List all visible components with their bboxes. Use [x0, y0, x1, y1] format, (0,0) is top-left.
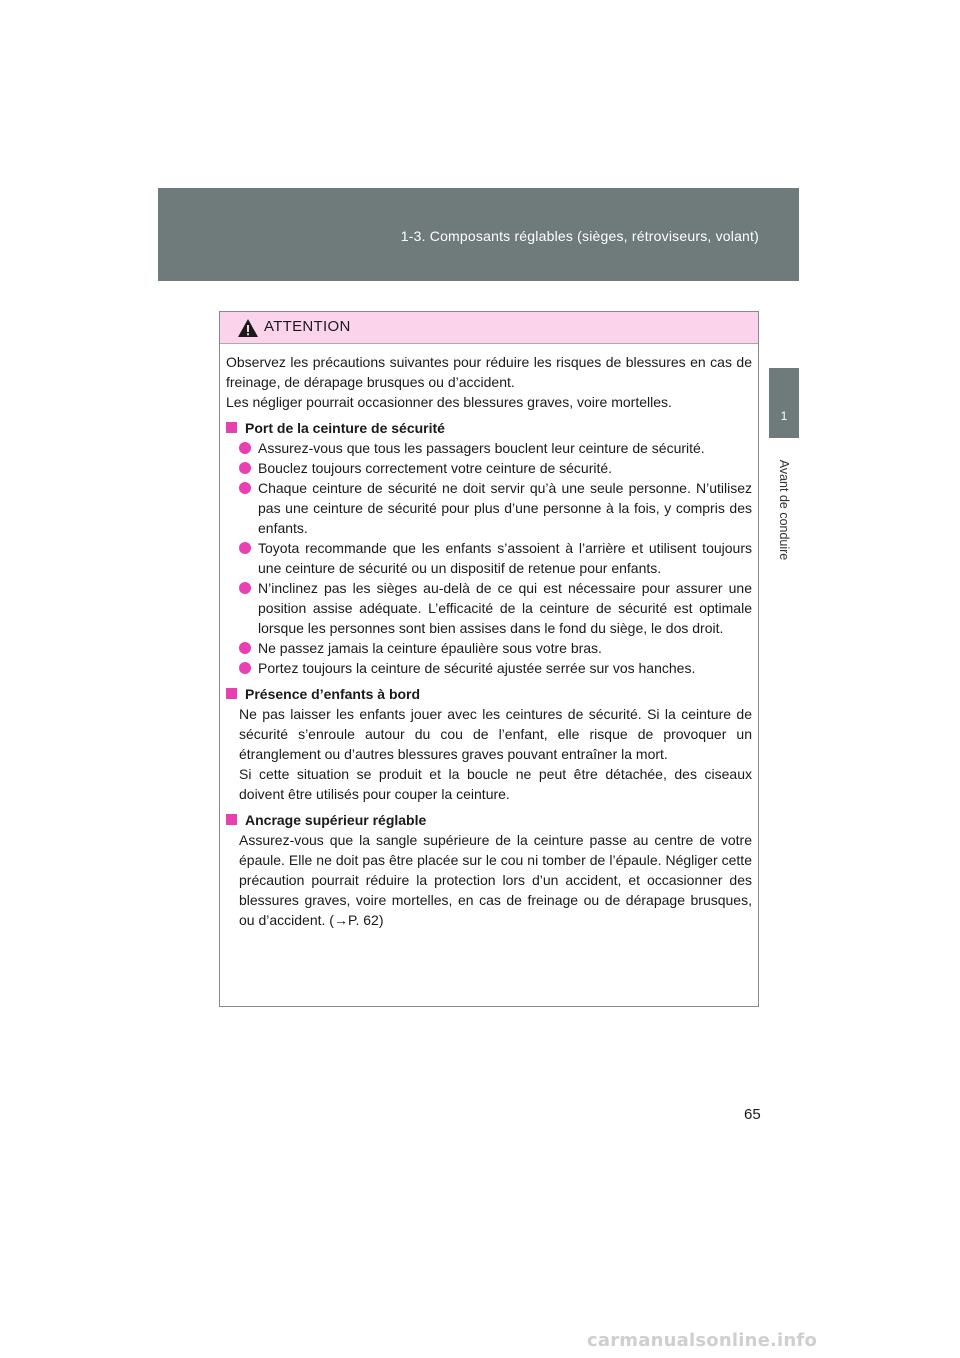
section-title: Ancrage supérieur réglable	[245, 812, 427, 828]
chapter-label-container	[770, 445, 798, 575]
section-title: Port de la ceinture de sécurité	[245, 420, 445, 436]
page-number: 65	[744, 1106, 761, 1123]
section-seatbelt	[226, 418, 752, 678]
bullet-text: N’inclinez pas les sièges au-delà de ce qui est nécessaire pour assurer une position assise adéquate. L’efficacité de la ceinture de sécurité est optimale lorsque les personnes sont bien assises dans le fond du siège, le dos droit.	[258, 580, 752, 636]
circle-bullet-icon	[239, 462, 251, 474]
section-paragraph: Assurez-vous que la sangle supérieure de la ceinture passe au centre de votre épaule. Elle ne doit pas être placée sur le cou ni tomber de l’épaule. Négliger cette précaution pourrait réduire la protection lors d’un accident, et occasionner des blessures graves, voire mortelles, en cas de freinage ou de dérapage brusques, ou d’accident. (→P. 62)	[239, 832, 752, 928]
circle-bullet-icon	[239, 542, 251, 554]
square-bullet-icon	[226, 422, 237, 433]
chapter-number: 1	[780, 409, 788, 423]
circle-bullet-icon	[239, 442, 251, 454]
circle-bullet-icon	[239, 662, 251, 674]
circle-bullet-icon	[239, 582, 251, 594]
section-paragraph: Si cette situation se produit et la boucle ne peut être détachée, des ciseaux doivent être utilisés pour couper la ceinture.	[239, 766, 752, 802]
bullet-text: Toyota recommande que les enfants s’assoient à l’arrière et utilisent toujours une ceinture de sécurité ou un dispositif de retenue pour enfants.	[258, 540, 752, 576]
circle-bullet-icon	[239, 482, 251, 494]
circle-bullet-icon	[239, 642, 251, 654]
section-title: 1-3. Composants réglables (sièges, rétroviseurs, volant)	[400, 228, 759, 244]
warning-triangle-icon	[237, 318, 259, 338]
footer-watermark: carmanualsonline.info	[587, 1330, 818, 1351]
bullet-text: Assurez-vous que tous les passagers bouclent leur ceinture de sécurité.	[258, 440, 705, 456]
caution-box	[219, 311, 759, 1007]
section-paragraph: Ne pas laisser les enfants jouer avec les ceintures de sécurité. Si la ceinture de sécurité s’enroule autour du cou de l’enfant, elle risque de provoquer un étranglement ou d’autres blessures graves pouvant entraîner la mort.	[239, 706, 752, 762]
chapter-label: Avant de conduire	[777, 459, 791, 561]
bullet-text: Bouclez toujours correctement votre ceinture de sécurité.	[258, 460, 613, 476]
section-children	[226, 684, 752, 804]
bullet-text: Ne passez jamais la ceinture épaulière sous votre bras.	[258, 640, 602, 656]
section-title: Présence d’enfants à bord	[245, 686, 421, 702]
caution-body	[220, 344, 758, 930]
section-anchor	[226, 810, 752, 930]
square-bullet-icon	[226, 814, 237, 825]
square-bullet-icon	[226, 688, 237, 699]
bullet-text: Chaque ceinture de sécurité ne doit servir qu’à une seule personne. N’utilisez pas une ceinture de sécurité pour plus d’une personne à la fois, y compris des enfants.	[258, 480, 752, 536]
chapter-tab	[769, 368, 799, 438]
intro-text: Observez les précautions suivantes pour réduire les risques de blessures en cas de freinage, de dérapage brusques ou d’accident.	[226, 354, 752, 390]
intro-text: Les négliger pourrait occasionner des blessures graves, voire mortelles.	[226, 394, 672, 410]
caution-title: ATTENTION	[264, 318, 351, 335]
caution-header	[220, 312, 758, 344]
header-band	[158, 188, 799, 281]
bullet-text: Portez toujours la ceinture de sécurité ajustée serrée sur vos hanches.	[258, 660, 696, 676]
